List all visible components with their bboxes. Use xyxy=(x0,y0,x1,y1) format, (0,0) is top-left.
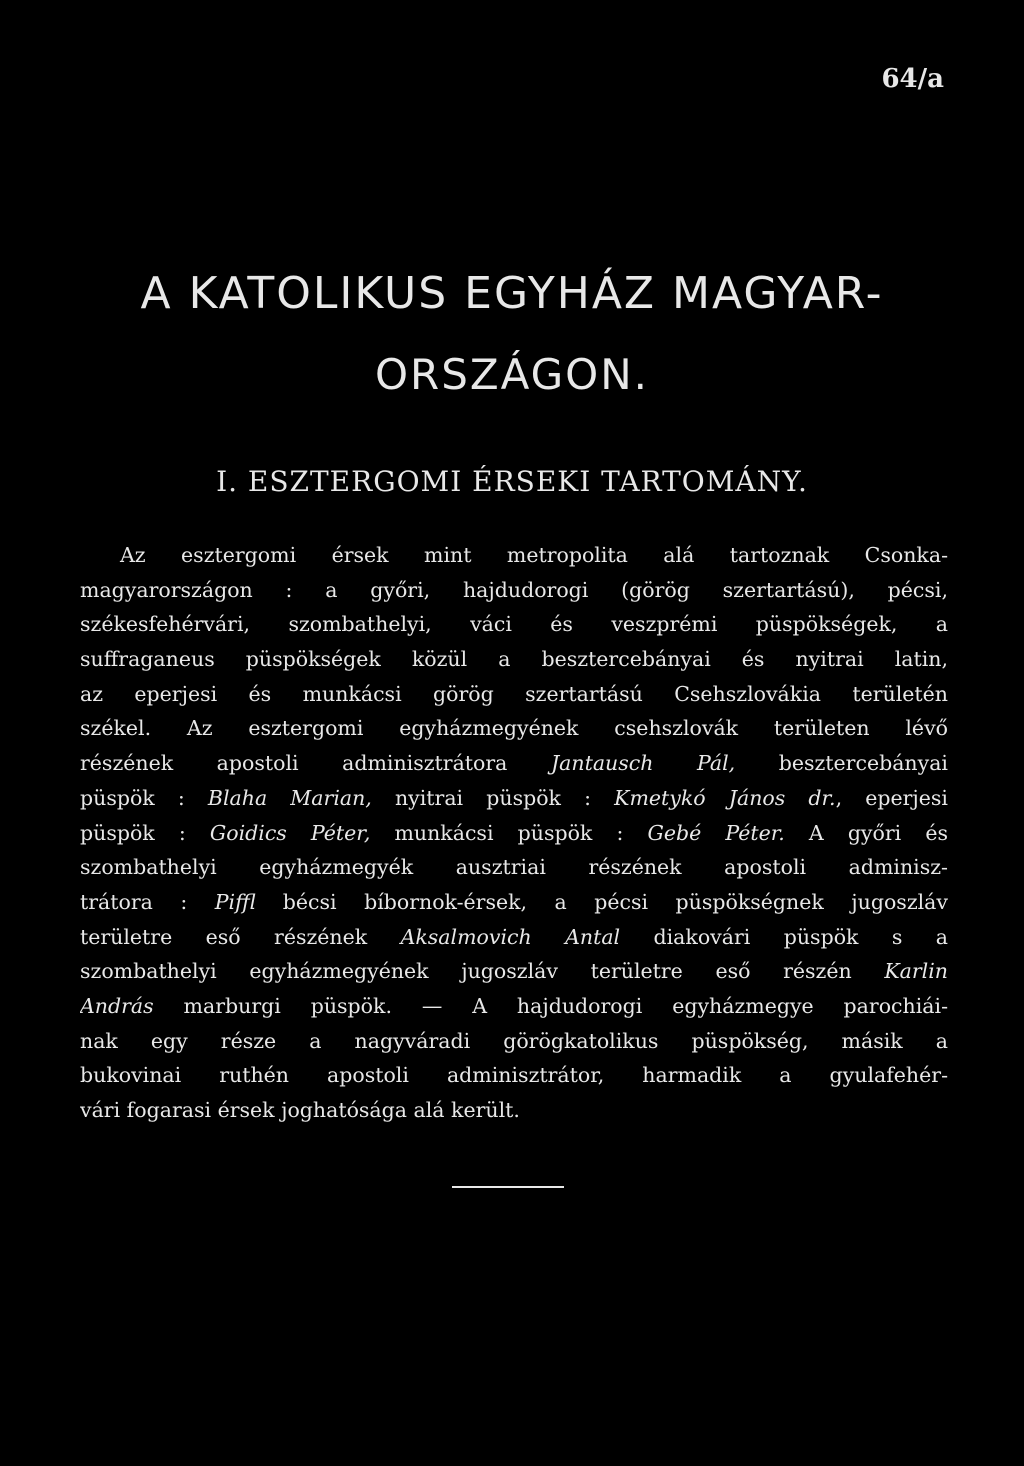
text-segment: bécsi bíbornok-érsek, a pécsi püspökségnek jugoszláv xyxy=(255,889,948,914)
text-segment: marburgi püspök. — A hajdudorogi egyházmegye parochiái- xyxy=(153,993,948,1018)
text-line xyxy=(80,920,948,955)
text-segment: az eperjesi és munkácsi görög szertartású Csehszlovákia területén xyxy=(80,681,948,706)
italic-name: Aksalmovich Antal xyxy=(400,924,621,949)
italic-name: Kmetykó János dr. xyxy=(614,785,836,810)
text-line xyxy=(80,1058,948,1093)
text-segment: püspök : xyxy=(80,820,210,845)
text-segment: suffraganeus püspökségek közül a besztercebányai és nyitrai latin, xyxy=(80,647,948,672)
text-line xyxy=(80,642,948,677)
text-segment: Az esztergomi érsek mint metropolita alá tartoznak Csonka- xyxy=(120,543,948,567)
text-line xyxy=(80,989,948,1024)
italic-name: András xyxy=(80,993,154,1018)
body-paragraph xyxy=(80,538,948,1128)
text-line xyxy=(80,573,948,608)
italic-name: Goidics Péter, xyxy=(209,820,371,845)
text-segment: nak egy része a nagyváradi görögkatolikus püspökség, másik a xyxy=(80,1028,948,1053)
italic-name: Blaha Marian, xyxy=(207,785,372,810)
text-segment: székel. Az esztergomi egyházmegyének csehszlovák területen lévő xyxy=(80,716,948,741)
text-segment: munkácsi püspök : xyxy=(370,820,648,845)
text-line xyxy=(80,677,948,712)
text-segment: diakovári püspök s a xyxy=(620,924,948,949)
text-line xyxy=(80,607,948,642)
text-segment: nyitrai püspök : xyxy=(371,785,615,810)
text-line xyxy=(80,1024,948,1059)
text-line xyxy=(80,711,948,746)
text-segment: bukovinai ruthén apostoli adminisztrátor, harmadik a gyulafehér- xyxy=(80,1063,948,1088)
italic-name: Jantausch Pál, xyxy=(550,751,736,776)
text-segment: besztercebányai xyxy=(735,751,948,776)
text-segment: magyarországon : a győri, hajdudorogi (görög szertartású), pécsi, xyxy=(80,577,948,602)
italic-name: Karlin xyxy=(884,959,948,984)
italic-name: Piffl xyxy=(214,889,256,914)
text-line xyxy=(80,746,948,781)
text-line xyxy=(80,1093,948,1128)
text-line xyxy=(80,538,948,573)
section-divider xyxy=(452,1186,564,1188)
text-segment: területre eső részének xyxy=(80,924,401,949)
italic-name: Gebé Péter. xyxy=(647,820,785,845)
text-line xyxy=(80,816,948,851)
text-segment: szombathelyi egyházmegyék ausztriai részének apostoli adminisz- xyxy=(80,855,948,880)
text-segment: trátora : xyxy=(80,889,215,914)
text-line xyxy=(80,781,948,816)
text-segment: , eperjesi xyxy=(835,785,948,810)
title-line-1: A KATOLIKUS EGYHÁZ MAGYAR- xyxy=(140,268,884,319)
text-segment: szombathelyi egyházmegyének jugoszláv területre eső részén xyxy=(80,959,885,984)
text-segment: székesfehérvári, szombathelyi, váci és veszprémi püspökségek, a xyxy=(80,612,948,637)
text-line xyxy=(80,954,948,989)
text-line xyxy=(80,850,948,885)
text-segment: vári fogarasi érsek joghatósága alá került. xyxy=(80,1098,520,1122)
text-segment: A győri és xyxy=(784,820,948,845)
section-heading: I. ESZTERGOMI ÉRSEKI TARTOMÁNY. xyxy=(216,465,808,498)
page-number: 64/a xyxy=(881,64,944,94)
text-segment: püspök : xyxy=(80,785,208,810)
title-line-2: ORSZÁGON. xyxy=(374,350,650,399)
text-line xyxy=(80,885,948,920)
text-segment: részének apostoli adminisztrátora xyxy=(80,751,551,776)
